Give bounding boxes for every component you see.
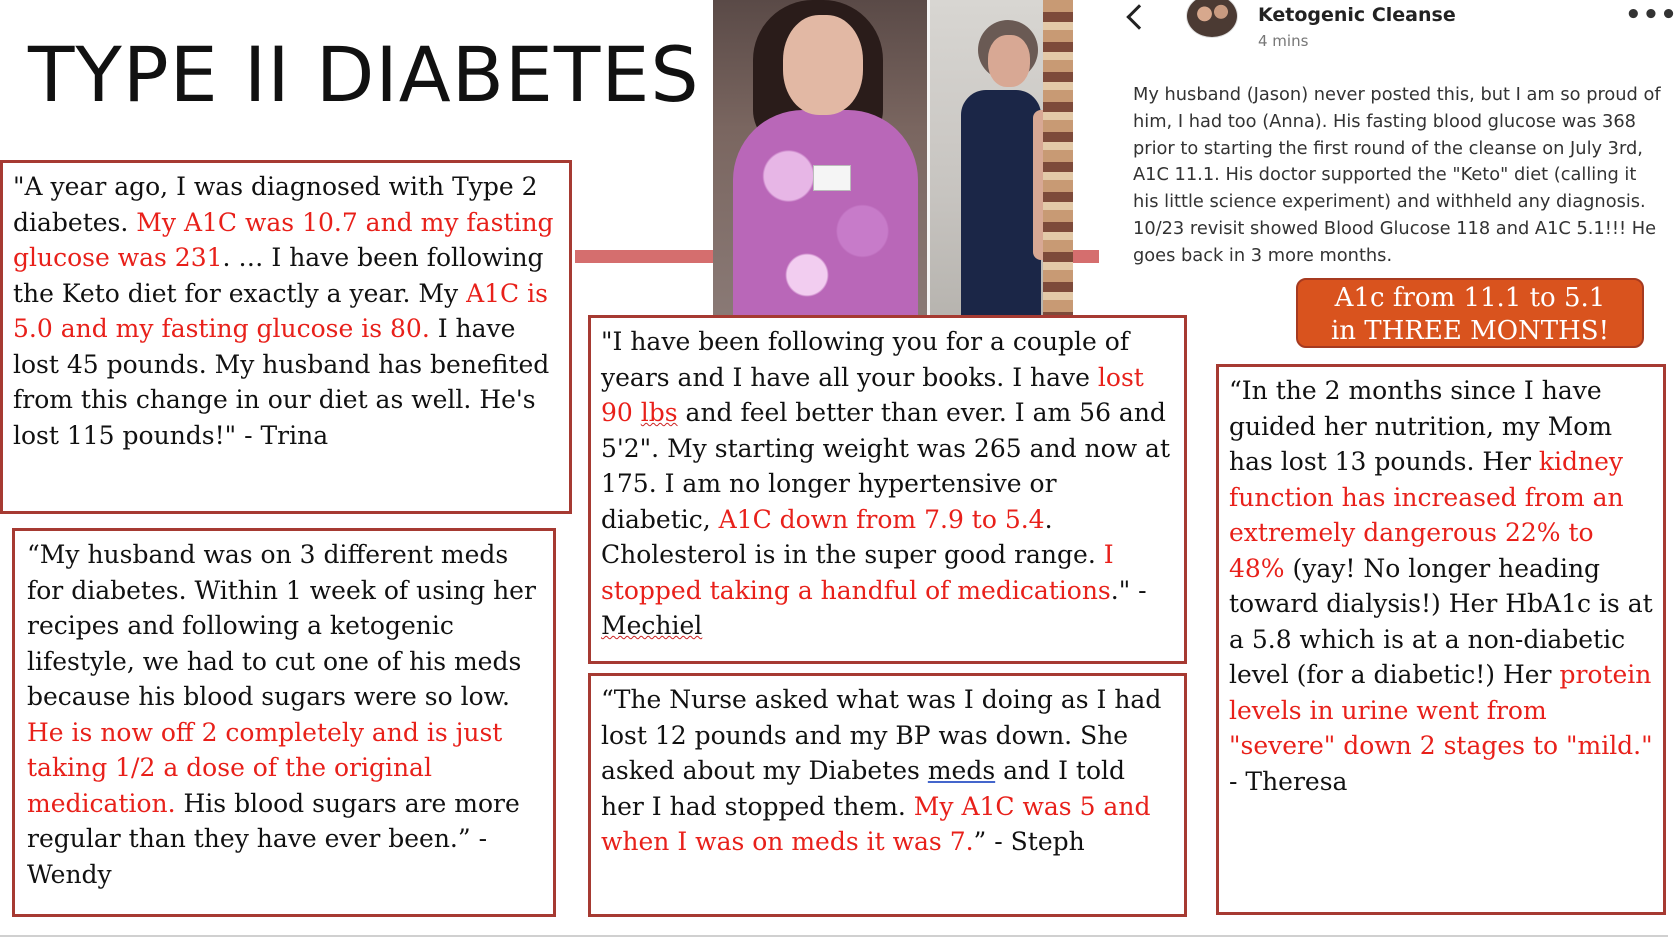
testimonial-highlight: He is now off 2 completely and is just taking 1/2 a dose of the original medication. — [27, 717, 503, 818]
connector-bar — [575, 250, 713, 263]
name-badge — [813, 165, 851, 191]
testimonial-highlight: A1C is 5.0 and my fasting glucose is 80. — [13, 278, 548, 343]
before-after-photo — [713, 0, 1061, 322]
before-person-face — [783, 15, 863, 115]
testimonial-highlight: protein levels in urine went from "severe" down 2 stages to "mild." — [1229, 660, 1653, 760]
testimonial-text: “In the 2 months since I have guided her nutrition, my Mom has lost 13 pounds. Her — [1229, 376, 1613, 476]
testimonial-mechiel — [588, 315, 1187, 664]
post-time: 4 mins — [1258, 32, 1309, 50]
post-body: My husband (Jason) never posted this, but I am so proud of him, I had too (Anna). His fasting blood glucose was 368 prior to starting the first round of the cleanse on July 3rd, A1C 11.1. His doctor supported the "Keto" diet (calling it his little science experiment) and withheld any diagnosis. 10/23 revisit showed Blood Glucose 118 and A1C 5.1!!! He goes back in 3 more months. — [1133, 84, 1661, 266]
testimonial-text: “The Nurse asked what was I doing as I had lost 12 pounds and my BP was down. She asked about my Diabetes — [601, 685, 1162, 785]
testimonial-text: and feel better than ever. I am 56 and 5'2". My starting weight was 265 and now at 175. I am no longer hypertensive or diabetic, — [601, 398, 1171, 534]
callout-line-1: A1c from 11.1 to 5.1 — [1334, 283, 1606, 313]
testimonial-trina — [0, 160, 572, 514]
avatar[interactable] — [1186, 0, 1238, 38]
photo-divider — [927, 0, 930, 322]
chevron-left-icon[interactable] — [1126, 4, 1151, 29]
testimonial-wendy — [12, 528, 556, 917]
testimonial-highlight: My A1C was 10.7 and my fasting glucose was 231 — [13, 207, 554, 272]
callout-line-2: in THREE MONTHS! — [1330, 316, 1610, 346]
testimonial-text: “My husband was on 3 different meds for diabetes. Within 1 week of using her recipes and following a ketogenic lifestyle, we had to cut one of his meds because his blood sugars were so low. — [27, 540, 536, 711]
testimonial-highlight: lost 90 — [601, 362, 1144, 427]
testimonial-text: - Theresa — [1229, 766, 1348, 796]
more-dots-icon[interactable]: ••• — [1625, 0, 1678, 30]
testimonial-highlight: kidney function has increased from an extremely dangerous 22% to 48% — [1229, 447, 1624, 583]
testimonial-text: . Cholesterol is in the super good range. — [601, 504, 1104, 569]
testimonial-text: ” - Steph — [973, 827, 1085, 856]
testimonial-highlight: lbs — [640, 398, 678, 427]
testimonial-steph — [588, 673, 1187, 917]
testimonial-text: I have lost 45 pounds. My husband has benefited from this change in our diet as well. He's lost 115 pounds!" - Trina — [13, 314, 550, 450]
after-person-body — [961, 90, 1041, 330]
post-author[interactable]: Ketogenic Cleanse — [1258, 4, 1456, 26]
testimonial-text: and I told her I had stopped them. — [601, 756, 1125, 821]
after-person-face — [988, 35, 1030, 87]
testimonial-highlight: A1C down from 7.9 to 5.4 — [718, 504, 1045, 534]
testimonial-text: (yay! No longer heading toward dialysis!) Her HbA1c is at a 5.8 which is at a non-diabetic level (for a diabetic!) Her — [1229, 553, 1653, 689]
testimonial-author: Mechiel — [601, 611, 703, 640]
adjacent-person-dress — [1043, 0, 1073, 322]
testimonial-text: His blood sugars are more regular than they have ever been.” - Wendy — [27, 788, 520, 889]
testimonial-highlight: I stopped taking a handful of medications — [601, 540, 1114, 605]
page-title: TYPE II DIABETES — [28, 30, 700, 119]
testimonial-highlight: My A1C was 5 and when I was on meds it was 7. — [601, 791, 1151, 856]
testimonial-underlined: meds — [927, 756, 996, 785]
testimonial-text: ." - — [1110, 575, 1147, 605]
before-person-body — [733, 110, 918, 330]
testimonial-theresa — [1216, 364, 1666, 915]
testimonial-text: "I have been following you for a couple of years and I have all your books. I have — [601, 327, 1130, 392]
testimonial-text: "A year ago, I was diagnosed with Type 2 diabetes. — [13, 172, 538, 237]
post-header — [1130, 0, 1678, 60]
callout-badge — [1296, 278, 1644, 348]
testimonial-text: . … I have been following the Keto diet for exactly a year. My — [13, 243, 544, 308]
